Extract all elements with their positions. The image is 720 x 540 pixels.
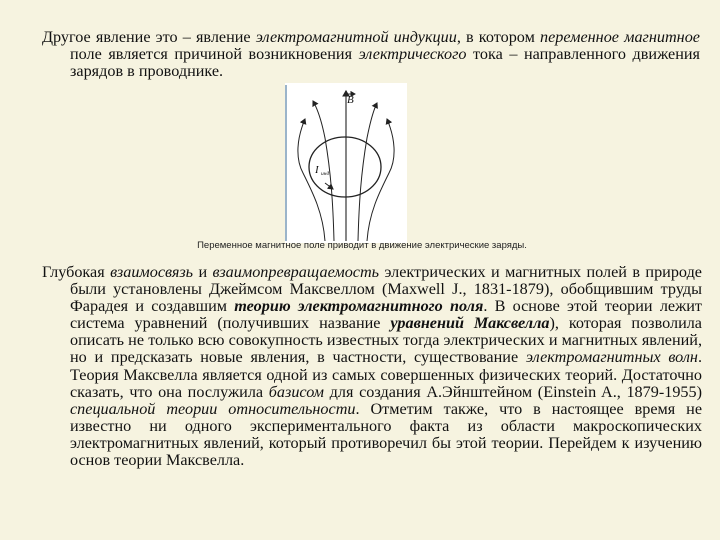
para1-text-1: Другое явление это – явление xyxy=(42,28,256,46)
paragraph-maxwell xyxy=(42,264,702,469)
para2-term-maxwell-equations: уравнений Максвелла xyxy=(390,314,550,333)
paragraph-induction xyxy=(42,29,700,80)
para2-text-1: Глубокая xyxy=(42,263,111,281)
induction-figure xyxy=(285,83,407,243)
current-subscript: инд xyxy=(321,171,330,177)
para2-text-9: ), которая позволила описать не только всю совокупность известных тогда электрических и магнитных явлений, но и предсказать новые явления, в частности, существование xyxy=(70,314,702,367)
para1-text-3: , в котором xyxy=(456,28,540,46)
para1-term-induction: электромагнитной индукции xyxy=(255,28,457,46)
para1-term-variable-magnetic: переменное магнитное xyxy=(539,28,700,46)
para2-term-basis: базисом xyxy=(268,382,324,401)
current-label: I xyxy=(315,164,319,176)
para2-term-em-waves: электромагнитных волн xyxy=(525,348,698,367)
para2-text-3: и xyxy=(193,263,213,281)
field-line-left-outer xyxy=(298,119,325,241)
para2-term-interconvertibility: взаимопревращаемость xyxy=(212,263,380,281)
field-line-right-inner xyxy=(358,103,377,241)
para2-term-special-relativity: специальной теории относительности xyxy=(70,399,356,418)
conductor-loop xyxy=(309,137,381,197)
current-direction-arrow xyxy=(325,183,333,189)
para1-text-7: тока – направленного движения зарядов в проводнике. xyxy=(70,45,700,81)
para2-term-interconnection: взаимосвязь xyxy=(110,263,194,281)
para2-term-em-field-theory: теорию электромагнитного поля xyxy=(234,297,484,316)
para2-text-13: для создания А.Эйнштейном (Einstein A., 1879-1955) xyxy=(324,382,702,401)
para2-text-5: электрических и магнитных полей в природе были установлены Джеймсом Максвеллом (Maxwell J., 1831-1879), обобщившим труды Фарадея и создавшим xyxy=(70,263,702,316)
para2-text-15: . Отметим также, что в настоящее время не известно ни одного экспериментального факта из области макроскопических электромагнитных явлений, который противоречил бы этой теории. Перейдем к изучению основ теории Максвелла. xyxy=(70,399,702,470)
figure-caption: Переменное магнитное поле приводит в движение электрические заряды. xyxy=(197,240,527,251)
induction-diagram xyxy=(285,83,407,243)
para2-text-11: . Теория Максвелла является одной из самых совершенных физических теорий. Достаточно сказать, что она послужила xyxy=(70,348,703,401)
para1-term-electric: электрического xyxy=(358,45,467,64)
para1-text-5: поле является причиной возникновения xyxy=(70,45,359,64)
para2-text-7: . В основе этой теории лежит система уравнений (получивших название xyxy=(70,297,702,333)
field-line-right-outer xyxy=(367,119,394,241)
b-label: B xyxy=(347,94,354,106)
